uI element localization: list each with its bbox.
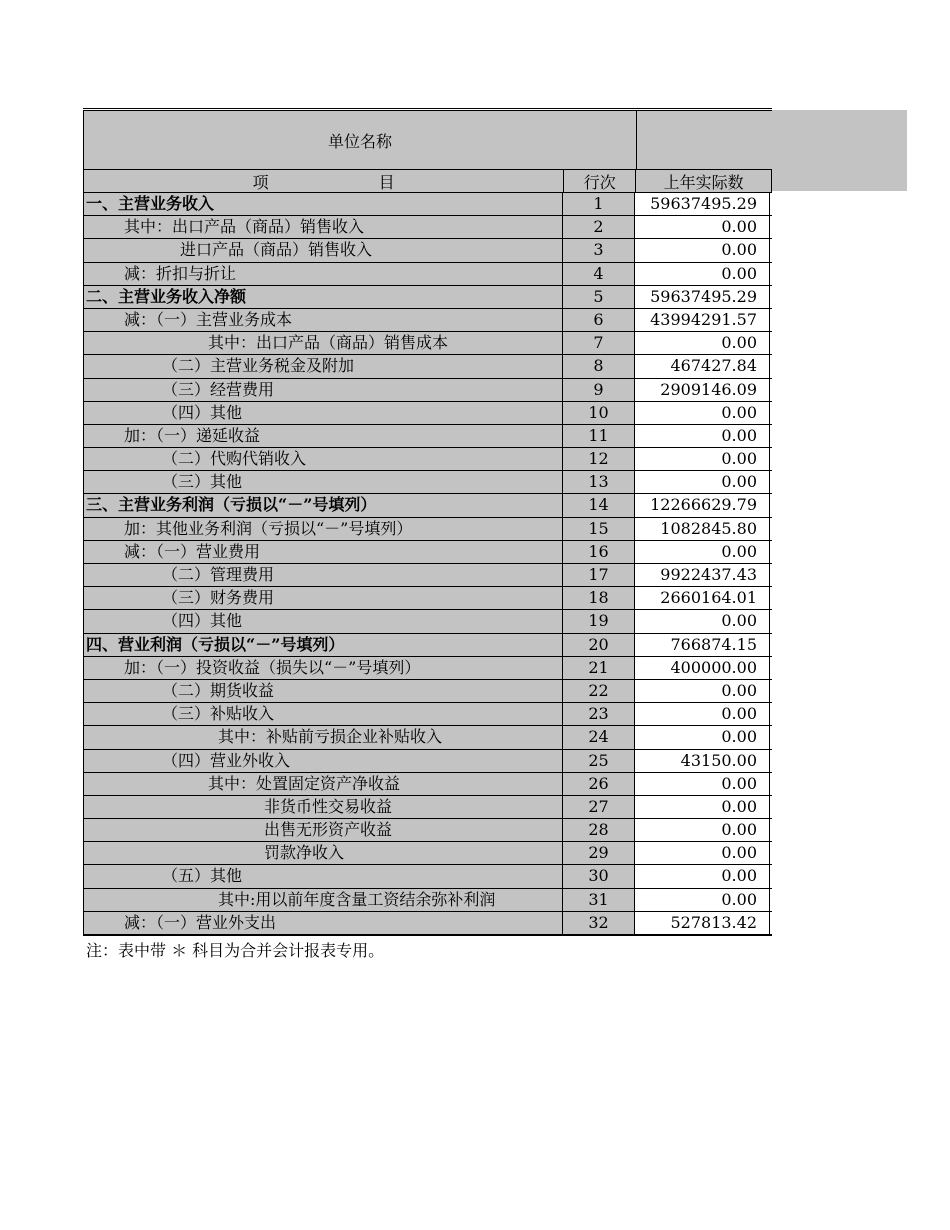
table-row xyxy=(83,587,772,610)
table-row xyxy=(83,541,772,564)
column-header-item-b: 目 xyxy=(378,172,395,192)
row-prev-year-value[interactable]: 2909146.09 xyxy=(635,379,770,401)
row-line-number: 20 xyxy=(563,634,635,656)
row-line-number: 17 xyxy=(563,564,635,586)
row-prev-year-value[interactable]: 0.00 xyxy=(635,889,770,911)
row-prev-year-value[interactable]: 0.00 xyxy=(635,402,770,424)
table-row xyxy=(83,494,772,517)
row-line-number: 13 xyxy=(563,471,635,493)
row-line-number: 11 xyxy=(563,425,635,447)
row-line-number: 1 xyxy=(563,193,635,215)
row-prev-year-value[interactable]: 43150.00 xyxy=(635,750,770,772)
row-prev-year-value[interactable]: 0.00 xyxy=(635,773,770,795)
row-item-label: （五）其他 xyxy=(83,865,563,887)
column-header-item-a: 项 xyxy=(252,172,269,192)
row-prev-year-value[interactable]: 0.00 xyxy=(635,680,770,702)
row-prev-year-value[interactable]: 0.00 xyxy=(635,216,770,238)
row-prev-year-value[interactable]: 43994291.57 xyxy=(635,309,770,331)
row-item-label: 加：（一）递延收益 xyxy=(83,425,563,447)
row-item-label: （四）其他 xyxy=(83,610,563,632)
row-prev-year-value[interactable]: 766874.15 xyxy=(635,634,770,656)
table-row xyxy=(83,796,772,819)
row-prev-year-value[interactable]: 0.00 xyxy=(635,448,770,470)
row-line-number: 22 xyxy=(563,680,635,702)
row-prev-year-value[interactable]: 527813.42 xyxy=(635,912,770,934)
row-prev-year-value[interactable]: 9922437.43 xyxy=(635,564,770,586)
table-row xyxy=(83,263,772,286)
row-line-number: 18 xyxy=(563,587,635,609)
row-prev-year-value[interactable]: 0.00 xyxy=(635,865,770,887)
table-row xyxy=(83,518,772,541)
table-row xyxy=(83,402,772,425)
table-row xyxy=(83,355,772,378)
row-item-label: 减：（一）主营业务成本 xyxy=(83,309,563,331)
row-line-number: 32 xyxy=(563,912,635,934)
table-row xyxy=(83,216,772,239)
unit-name-label: 单位名称 xyxy=(83,111,637,169)
row-item-label: （三）其他 xyxy=(83,471,563,493)
row-item-label: 二、主营业务收入净额 xyxy=(83,286,563,308)
row-prev-year-value[interactable]: 0.00 xyxy=(635,726,770,748)
row-line-number: 10 xyxy=(563,402,635,424)
row-item-label: （三）财务费用 xyxy=(83,587,563,609)
row-prev-year-value[interactable]: 0.00 xyxy=(635,796,770,818)
table-row xyxy=(83,657,772,680)
row-prev-year-value[interactable]: 0.00 xyxy=(635,263,770,285)
row-line-number: 4 xyxy=(563,263,635,285)
table-row xyxy=(83,309,772,332)
row-item-label: 减：（一）营业外支出 xyxy=(83,912,563,934)
row-item-label: （三）经营费用 xyxy=(83,379,563,401)
row-line-number: 27 xyxy=(563,796,635,818)
row-line-number: 26 xyxy=(563,773,635,795)
row-item-label: 其中:用以前年度含量工资结余弥补利润 xyxy=(83,889,563,911)
row-prev-year-value[interactable]: 1082845.80 xyxy=(635,518,770,540)
table-body xyxy=(83,193,772,936)
row-prev-year-value[interactable]: 400000.00 xyxy=(635,657,770,679)
table-row xyxy=(83,332,772,355)
row-item-label: 进口产品（商品）销售收入 xyxy=(83,239,563,261)
row-line-number: 12 xyxy=(563,448,635,470)
row-line-number: 31 xyxy=(563,889,635,911)
table-row xyxy=(83,889,772,912)
row-line-number: 6 xyxy=(563,309,635,331)
row-prev-year-value[interactable]: 0.00 xyxy=(635,842,770,864)
row-line-number: 3 xyxy=(563,239,635,261)
table-row xyxy=(83,610,772,633)
row-prev-year-value[interactable]: 59637495.29 xyxy=(635,193,770,215)
row-line-number: 15 xyxy=(563,518,635,540)
table-row xyxy=(83,471,772,494)
row-prev-year-value[interactable]: 0.00 xyxy=(635,610,770,632)
row-line-number: 14 xyxy=(563,494,635,516)
row-prev-year-value[interactable]: 12266629.79 xyxy=(635,494,770,516)
row-item-label: 加：其他业务利润（亏损以“－”号填列） xyxy=(83,518,563,540)
column-header-item xyxy=(83,170,564,192)
table-row xyxy=(83,912,772,936)
column-header-line-no: 行次 xyxy=(564,170,636,192)
table-row xyxy=(83,680,772,703)
row-line-number: 7 xyxy=(563,332,635,354)
table-row xyxy=(83,750,772,773)
row-prev-year-value[interactable]: 0.00 xyxy=(635,703,770,725)
row-item-label: 其中：处置固定资产净收益 xyxy=(83,773,563,795)
row-item-label: （二）管理费用 xyxy=(83,564,563,586)
row-prev-year-value[interactable]: 0.00 xyxy=(635,471,770,493)
row-line-number: 28 xyxy=(563,819,635,841)
row-item-label: 非货币性交易收益 xyxy=(83,796,563,818)
row-prev-year-value[interactable]: 0.00 xyxy=(635,541,770,563)
table-row xyxy=(83,448,772,471)
row-prev-year-value[interactable]: 2660164.01 xyxy=(635,587,770,609)
row-item-label: 罚款净收入 xyxy=(83,842,563,864)
row-item-label: （四）其他 xyxy=(83,402,563,424)
row-line-number: 16 xyxy=(563,541,635,563)
row-line-number: 8 xyxy=(563,355,635,377)
table-row xyxy=(83,842,772,865)
income-statement-sheet xyxy=(83,108,772,936)
row-item-label: （四）营业外收入 xyxy=(83,750,563,772)
table-row xyxy=(83,773,772,796)
row-line-number: 9 xyxy=(563,379,635,401)
row-prev-year-value[interactable]: 0.00 xyxy=(635,239,770,261)
grey-fill-area xyxy=(772,110,907,191)
row-prev-year-value[interactable]: 0.00 xyxy=(635,425,770,447)
table-row xyxy=(83,865,772,888)
table-row xyxy=(83,726,772,749)
row-item-label: 加：（一）投资收益（损失以“－”号填列） xyxy=(83,657,563,679)
row-item-label: 减：折扣与折让 xyxy=(83,263,563,285)
row-item-label: 一、主营业务收入 xyxy=(83,193,563,215)
row-prev-year-value[interactable]: 0.00 xyxy=(635,819,770,841)
row-prev-year-value[interactable]: 0.00 xyxy=(635,332,770,354)
row-item-label: 其中：补贴前亏损企业补贴收入 xyxy=(83,726,563,748)
row-item-label: （二）期货收益 xyxy=(83,680,563,702)
table-row xyxy=(83,286,772,309)
row-item-label: （二）代购代销收入 xyxy=(83,448,563,470)
footnote: 注：表中带 ＊ 科目为合并会计报表专用。 xyxy=(86,941,385,960)
table-row xyxy=(83,425,772,448)
unit-name-row xyxy=(83,110,772,170)
table-row xyxy=(83,703,772,726)
row-item-label: 出售无形资产收益 xyxy=(83,819,563,841)
row-item-label: 四、营业利润（亏损以“－”号填列） xyxy=(83,634,563,656)
table-row xyxy=(83,634,772,657)
column-header-prev-year: 上年实际数 xyxy=(636,170,772,192)
table-row xyxy=(83,193,772,216)
row-line-number: 5 xyxy=(563,286,635,308)
row-prev-year-value[interactable]: 59637495.29 xyxy=(635,286,770,308)
row-line-number: 29 xyxy=(563,842,635,864)
row-line-number: 24 xyxy=(563,726,635,748)
table-row xyxy=(83,564,772,587)
table-row xyxy=(83,819,772,842)
row-line-number: 23 xyxy=(563,703,635,725)
unit-name-value[interactable] xyxy=(636,111,772,169)
row-line-number: 21 xyxy=(563,657,635,679)
row-item-label: 三、主营业务利润（亏损以“－”号填列） xyxy=(83,494,563,516)
row-item-label: 其中：出口产品（商品）销售成本 xyxy=(83,332,563,354)
table-row xyxy=(83,379,772,402)
row-item-label: 其中：出口产品（商品）销售收入 xyxy=(83,216,563,238)
row-item-label: 减：（一）营业费用 xyxy=(83,541,563,563)
column-header-row xyxy=(83,170,772,193)
row-line-number: 25 xyxy=(563,750,635,772)
row-prev-year-value[interactable]: 467427.84 xyxy=(635,355,770,377)
row-line-number: 2 xyxy=(563,216,635,238)
row-line-number: 30 xyxy=(563,865,635,887)
row-item-label: （二）主营业务税金及附加 xyxy=(83,355,563,377)
table-row xyxy=(83,239,772,262)
row-item-label: （三）补贴收入 xyxy=(83,703,563,725)
row-line-number: 19 xyxy=(563,610,635,632)
